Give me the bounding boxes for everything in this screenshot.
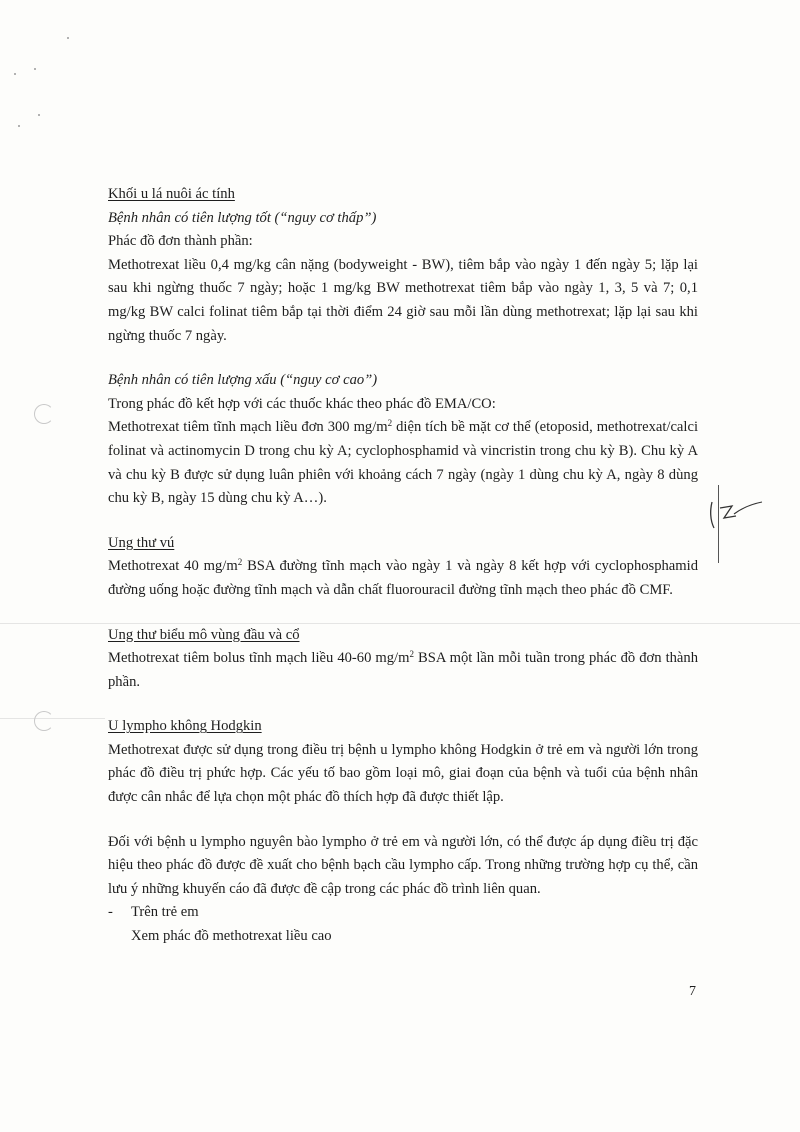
subsection-heading: Bệnh nhân có tiên lượng xấu (“nguy cơ cao”)	[108, 372, 378, 389]
scan-speck	[18, 125, 20, 127]
paragraph	[108, 416, 698, 510]
paragraph	[108, 647, 698, 694]
text-run: BSA một lần mỗi tuần trong phác đồ đơn thành phần.	[108, 650, 698, 690]
section-heading: U lympho không Hodgkin	[108, 718, 262, 735]
scan-speck	[67, 37, 69, 39]
text-run: Methotrexat 40 mg/m	[108, 558, 238, 575]
initials-signature	[706, 494, 766, 534]
text-run: Methotrexat tiêm tĩnh mạch liều đơn 300 mg/m	[108, 419, 388, 436]
section-heading: Khối u lá nuôi ác tính	[108, 186, 235, 202]
section-heading: Ung thư biểu mô vùng đầu và cổ	[108, 626, 300, 643]
punch-hole-mark	[34, 404, 54, 424]
list-subtext: Xem phác đồ methotrexat liều cao	[131, 928, 332, 945]
punch-hole-mark	[34, 711, 54, 731]
list-dash: -	[108, 904, 113, 921]
text-run: diện tích bề mặt cơ thể (etoposid, methotrexat/calci folinat và actinomycin D trong chu kỳ A; cyclophosphamid và vincristin trong chu kỳ B). Chu kỳ A và chu kỳ B được sử dụng luân phiên với khoảng cách 7 ngày (ngày 1 dùng chu kỳ A, ngày 8 dùng chu kỳ B, ngày 15 dùng chu kỳ A…).	[108, 419, 698, 507]
paragraph	[108, 555, 698, 602]
superscript: 2	[409, 649, 414, 660]
section	[108, 624, 698, 695]
text-run: Methotrexat tiêm bolus tĩnh mạch liều 40-60 mg/m	[108, 650, 410, 667]
paragraph: Phác đồ đơn thành phần:	[108, 233, 253, 250]
section-heading: Ung thư vú	[108, 534, 175, 551]
document-body	[108, 183, 698, 949]
scan-speck	[34, 68, 36, 70]
section	[108, 369, 698, 511]
list-item	[108, 901, 698, 925]
paragraph: Methotrexat liều 0,4 mg/kg cân nặng (bodyweight - BW), tiêm bắp vào ngày 1 đến ngày 5; lặp lại sau khi ngừng thuốc 7 ngày; hoặc 1 mg/kg BW methotrexat tiêm bắp vào ngày 1, 3, 5 và 7; 0,1 mg/kg BW calci folinat tiêm bắp tại thời điểm 24 giờ sau mỗi lần dùng methotrexat; lặp lại sau khi ngừng thuốc 7 ngày.	[108, 256, 698, 344]
paragraph: Trong phác đồ kết hợp với các thuốc khác theo phác đồ EMA/CO:	[108, 395, 496, 412]
list-item-text: Trên trẻ em	[131, 904, 199, 921]
subsection-heading: Bệnh nhân có tiên lượng tốt (“nguy cơ thấp”)	[108, 209, 377, 226]
text-run: BSA đường tĩnh mạch vào ngày 1 và ngày 8 kết hợp với cyclophosphamid đường uống hoặc đường tĩnh mạch và dẫn chất fluorouracil đường tĩnh mạch theo phác đồ CMF.	[108, 558, 698, 598]
section	[108, 532, 698, 603]
section	[108, 831, 698, 949]
section	[108, 715, 698, 809]
page-number: 7	[689, 984, 696, 999]
paragraph: Methotrexat được sử dụng trong điều trị bệnh u lympho không Hodgkin ở trẻ em và người lớn trong phác đồ điều trị phức hợp. Các yếu tố bao gồm loại mô, giai đoạn của bệnh và tuổi của bệnh nhân được cân nhắc để lựa chọn một phác đồ thích hợp đã được thiết lập.	[108, 741, 698, 806]
superscript: 2	[237, 557, 243, 568]
scan-speck	[14, 73, 16, 75]
paragraph: Đối với bệnh u lympho nguyên bào lympho ở trẻ em và người lớn, có thể được áp dụng điều trị đặc hiệu theo phác đồ được đề xuất cho bệnh bạch cầu lympho cấp. Trong những trường hợp cụ thể, cần lưu ý những khuyến cáo đã được đề cập trong các phác đồ trình liên quan.	[108, 833, 698, 897]
scan-speck	[38, 114, 40, 116]
superscript: 2	[387, 418, 393, 429]
